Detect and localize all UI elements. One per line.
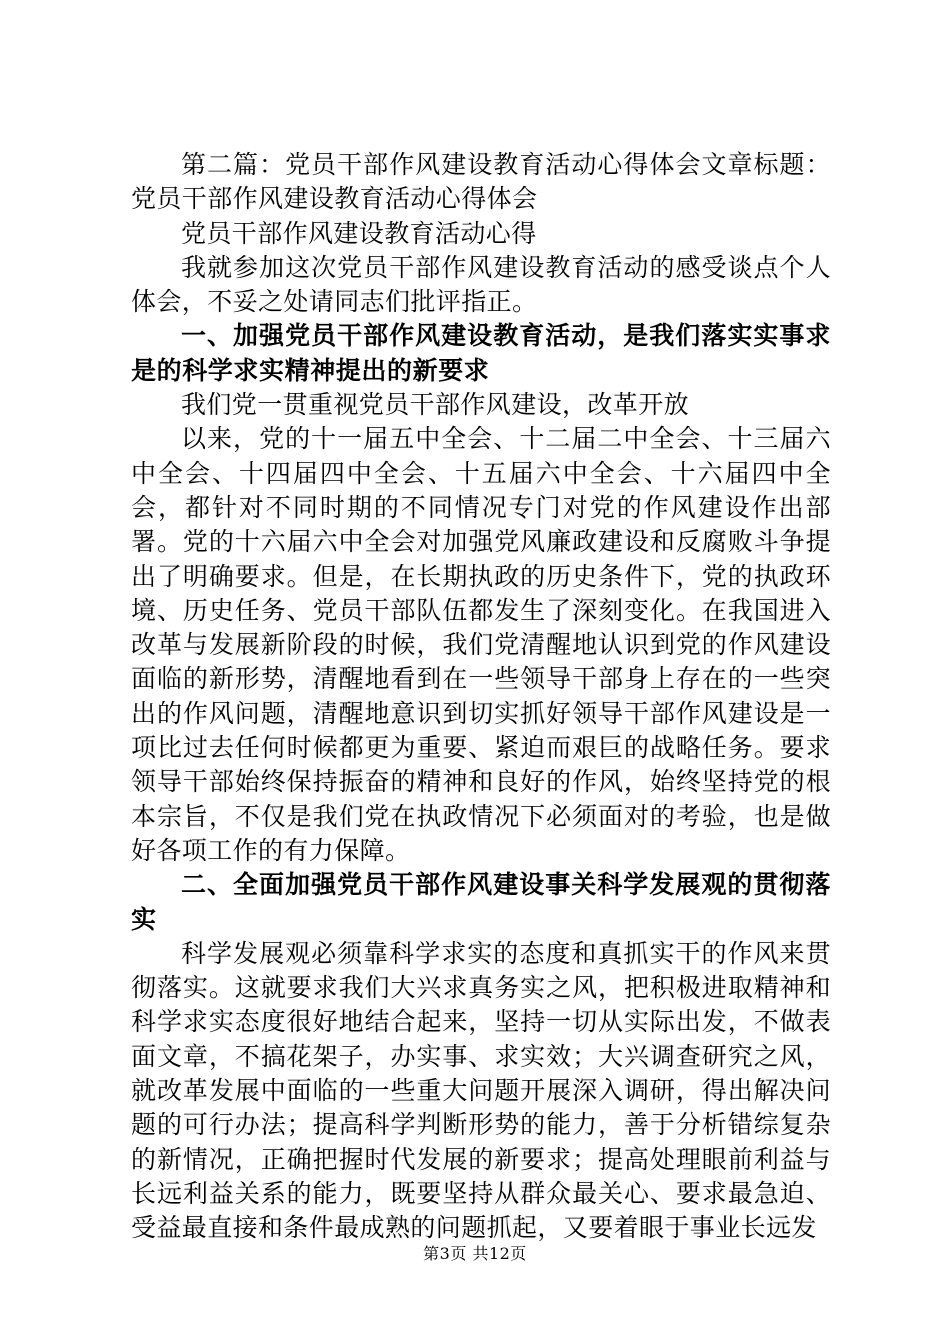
- paragraph-subtitle: 党员干部作风建设教育活动心得: [181, 218, 537, 248]
- paragraph-article-title: 第二篇：党员干部作风建设教育活动心得体会文章标题：党员干部作风建设教育活动心得体会: [131, 150, 831, 214]
- section-heading-1: 一、加强党员干部作风建设教育活动，是我们落实实事求是的科学求实精神提出的新要求: [131, 321, 831, 385]
- section-heading-2: 二、全面加强党员干部作风建设事关科学发展观的贯彻落实: [131, 870, 831, 934]
- paragraph-section1-body: 以来，党的十一届五中全会、十二届二中全会、十三届六中全会、十四届四中全会、十五届六中全会、十六届四中全会，都针对不同时期的不同情况专门对党的作风建设作出部署。党的十六届六中全会对加强党风廉政建设和反腐败斗争提出了明确要求。但是，在长期执政的历史条件下，党的执政环境、历史任务、党员干部队伍都发生了深刻变化。在我国进入改革与发展新阶段的时候，我们党清醒地认识到党的作风建设面临的新形势，清醒地看到在一些领导干部身上存在的一些突出的作风问题，清醒地意识到切实抓好领导干部作风建设是一项比过去任何时候都更为重要、紧迫而艰巨的战略任务。要求领导干部始终保持振奋的精神和良好的作风，始终坚持党的根本宗旨，不仅是我们党在执政情况下必须面对的考验，也是做好各项工作的有力保障。: [131, 424, 831, 865]
- paragraph-intro: 我就参加这次党员干部作风建设教育活动的感受谈点个人体会，不妥之处请同志们批评指正。: [131, 252, 831, 317]
- paragraph-section2-body: 科学发展观必须靠科学求实的态度和真抓实干的作风来贯彻落实。这就要求我们大兴求真务实之风，把积极进取精神和科学求实态度很好地结合起来，坚持一切从实际出发，不做表面文章，不搞花架子，办实事、求实效；大兴调查研究之风，就改革发展中面临的一些重大问题开展深入调研，得出解决问题的可行办法；提高科学判断形势的能力，善于分析错综复杂的新情况，正确把握时代发展的新要求；提高处理眼前利益与长远利益关系的能力，既要坚持从群众最关心、要求最急迫、受益最直接和条件最成熟的问题抓起，又要着眼于事业长远发: [131, 938, 831, 1243]
- page-number-footer: 第3页 共12页: [423, 1244, 527, 1263]
- paragraph-section1-lead: 我们党一贯重视党员干部作风建设，改革开放: [181, 390, 690, 420]
- document-body: [131, 148, 831, 1246]
